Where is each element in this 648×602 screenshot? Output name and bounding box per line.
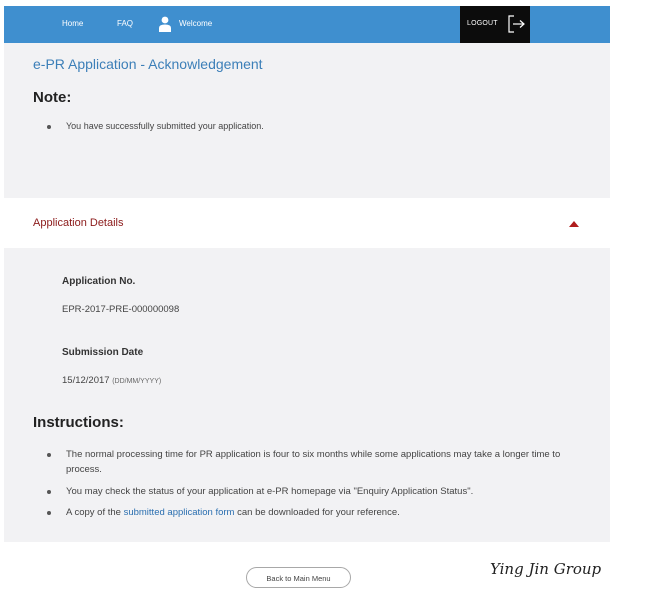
instructions-heading: Instructions: <box>33 414 124 431</box>
instruction-item <box>66 505 566 520</box>
watermark-text: Ying Jin Group <box>490 560 602 578</box>
application-details-panel <box>4 248 610 542</box>
instruction-item: You may check the status of your application at e-PR homepage via "Enquiry Application Status". <box>66 486 474 497</box>
nav-welcome-label: Welcome <box>179 19 213 28</box>
instruction-item: The normal processing time for PR application is four to six months while some applications may take a longer time to process. <box>66 449 561 475</box>
nav-faq-link[interactable]: FAQ <box>117 19 134 28</box>
note-item: You have successfully submitted your application. <box>66 121 264 131</box>
submission-date: 15/12/2017 <box>62 375 110 386</box>
logout-icon <box>507 14 527 34</box>
application-no-value: EPR-2017-PRE-000000098 <box>62 304 180 315</box>
application-details-toggle[interactable] <box>4 202 610 248</box>
application-no-label: Application No. <box>62 276 136 287</box>
bullet-icon <box>47 511 51 515</box>
submission-date-value <box>62 375 161 386</box>
submission-date-label: Submission Date <box>62 347 144 358</box>
page-frame <box>4 6 610 602</box>
instruction-text: A copy of the <box>66 507 124 518</box>
user-icon <box>159 16 171 32</box>
date-format-hint: (DD/MM/YYYY) <box>112 378 162 385</box>
page-title: e-PR Application - Acknowledgement <box>33 56 263 72</box>
bullet-icon <box>47 453 51 457</box>
details-section-title: Application Details <box>33 217 124 229</box>
instruction-text: can be downloaded for your reference. <box>234 507 400 518</box>
bullet-icon <box>47 125 51 129</box>
back-to-main-menu-button[interactable] <box>246 567 351 588</box>
watermark <box>490 560 640 582</box>
bullet-icon <box>47 490 51 494</box>
caret-up-icon[interactable] <box>569 221 579 227</box>
top-navigation-bar <box>4 6 610 43</box>
note-panel <box>4 43 610 198</box>
back-button-label: Back to Main Menu <box>266 574 331 583</box>
note-heading: Note: <box>33 89 72 106</box>
nav-home-link[interactable]: Home <box>62 19 84 28</box>
application-form-link[interactable]: submitted application form <box>123 507 235 518</box>
logout-label: LOGOUT <box>467 20 498 27</box>
logout-button[interactable] <box>460 6 530 43</box>
